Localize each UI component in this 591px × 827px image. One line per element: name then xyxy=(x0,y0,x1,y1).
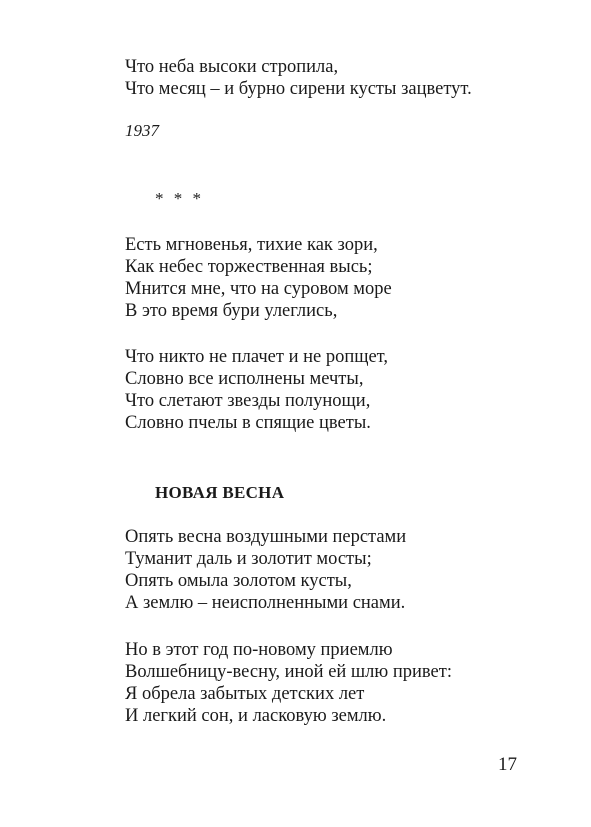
poem-line: Опять омыла золотом кусты, xyxy=(125,571,352,591)
poem-line: Мнится мне, что на суровом море xyxy=(125,279,392,299)
section-asterisks: * * * xyxy=(155,189,204,208)
poem-line: Есть мгновенья, тихие как зори, xyxy=(125,235,378,255)
poem-date: 1937 xyxy=(125,121,159,140)
poem-line: Словно пчелы в спящие цветы. xyxy=(125,413,371,433)
poem-line: Что месяц – и бурно сирени кусты зацветут. xyxy=(125,79,472,99)
poem-line: И легкий сон, и ласковую землю. xyxy=(125,706,387,726)
page-number: 17 xyxy=(498,754,517,775)
poem-line: Что никто не плачет и не ропщет, xyxy=(125,347,389,367)
poem-line: В это время бури улеглись, xyxy=(125,301,338,321)
poem-line: Словно все исполнены мечты, xyxy=(125,369,364,389)
poem-line: Но в этот год по-новому приемлю xyxy=(125,640,393,660)
poem-line: Как небес торжественная высь; xyxy=(125,257,373,277)
poem-line: Опять весна воздушными перстами xyxy=(125,527,407,547)
poem-line: Что слетают звезды полунощи, xyxy=(125,391,371,411)
poem-line: Волшебницу-весну, иной ей шлю привет: xyxy=(125,662,452,682)
poem-line: Что неба высоки стропила, xyxy=(125,57,339,77)
poem-title: НОВАЯ ВЕСНА xyxy=(155,483,285,502)
poem-line: Я обрела забытых детских лет xyxy=(125,684,365,704)
poem-line: А землю – неисполненными снами. xyxy=(125,593,406,613)
poem-line: Туманит даль и золотит мосты; xyxy=(125,549,372,569)
